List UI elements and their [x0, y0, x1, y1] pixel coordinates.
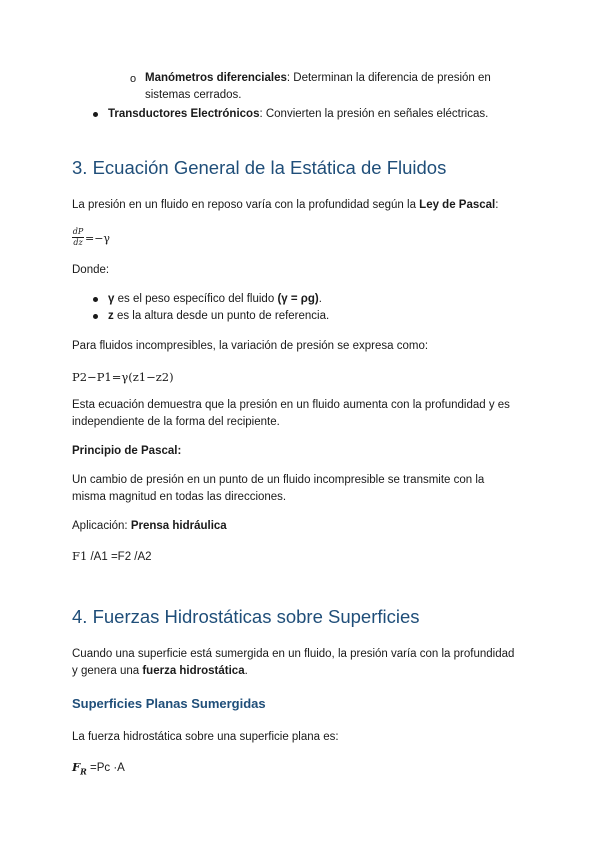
intro-end: :	[495, 199, 499, 211]
bullet-z	[108, 308, 329, 325]
pascal-heading: Principio de Pascal:	[72, 445, 182, 457]
bullet-marker	[93, 112, 98, 117]
z-term: z	[108, 310, 114, 322]
section-4-text: La fuerza hidrostática sobre una superficie plana es:	[72, 731, 339, 743]
equation-press	[72, 548, 152, 566]
gamma-term: γ	[108, 293, 115, 305]
equation-rhs: =−γ	[85, 232, 111, 245]
section-4-heading: 4. Fuerzas Hidrostáticas sobre Superficies	[72, 606, 420, 627]
eq-force-rhs: =Pc ·A	[86, 762, 125, 774]
transductores-term: Transductores Electrónicos	[108, 108, 260, 120]
eq-rest: /A1 =F2 /A2	[87, 551, 152, 563]
eq-force-lhs: F	[72, 760, 81, 774]
fraction-numerator: dP	[72, 227, 84, 236]
pascal-line-1: Un cambio de presión en un punto de un fluido incompresible se transmite con la	[72, 474, 485, 486]
z-text: es la altura desde un punto de referencia.	[113, 310, 330, 322]
explain-line-2: independiente de la forma del recipiente.	[72, 416, 280, 428]
transductores-line	[108, 106, 488, 123]
gamma-text: es el peso específico del fluido	[114, 293, 278, 305]
intro-text: La presión en un fluido en reposo varía con la profundidad según la	[72, 199, 420, 211]
eq-force-sub: R	[80, 766, 87, 777]
donde-label: Donde:	[72, 264, 110, 276]
intro-2a: y genera una	[72, 665, 143, 677]
aplicacion-line	[72, 518, 227, 535]
pascal-line-2: misma magnitud en todas las direcciones.	[72, 491, 287, 503]
section-3-intro	[72, 197, 498, 214]
equation-pressure-diff: P2−P1=γ(z1−z2)	[72, 370, 174, 384]
bullet-gamma	[108, 291, 322, 308]
prensa-hidraulica: Prensa hidráulica	[130, 520, 227, 532]
section-4-intro-2	[72, 663, 248, 680]
bullet-marker	[93, 297, 98, 302]
eq-f1: F1	[72, 549, 88, 563]
subsection-heading: Superficies Planas Sumergidas	[72, 696, 266, 711]
manometros-desc: : Determinan la diferencia de presión en	[286, 72, 491, 84]
gamma-formula: (γ = ρg)	[277, 293, 319, 305]
fuerza-hidrostatica: fuerza hidrostática	[142, 665, 245, 677]
fraction-denominator: dz	[73, 238, 83, 247]
section-4-intro-1: Cuando una superficie está sumergida en un fluido, la presión varía con la profundidad	[72, 648, 515, 660]
sub-bullet-marker: o	[130, 73, 137, 85]
equation-fraction	[72, 228, 84, 247]
gamma-end: .	[318, 293, 322, 305]
incompressible-text: Para fluidos incompresibles, la variación de presión se expresa como:	[72, 340, 429, 352]
bullet-marker	[93, 314, 98, 319]
manometros-line	[145, 70, 491, 87]
equation-force	[72, 759, 125, 780]
section-3-heading: 3. Ecuación General de la Estática de Fluidos	[72, 157, 447, 178]
aplicacion-label: Aplicación:	[72, 520, 131, 532]
manometros-desc-cont: sistemas cerrados.	[145, 89, 242, 101]
ley-de-pascal: Ley de Pascal	[419, 199, 496, 211]
intro-2c: .	[244, 665, 248, 677]
transductores-desc: : Convierten la presión en señales eléctricas.	[259, 108, 489, 120]
manometros-term: Manómetros diferenciales	[145, 72, 287, 84]
explain-line-1: Esta ecuación demuestra que la presión en un fluido aumenta con la profundidad y es	[72, 399, 510, 411]
